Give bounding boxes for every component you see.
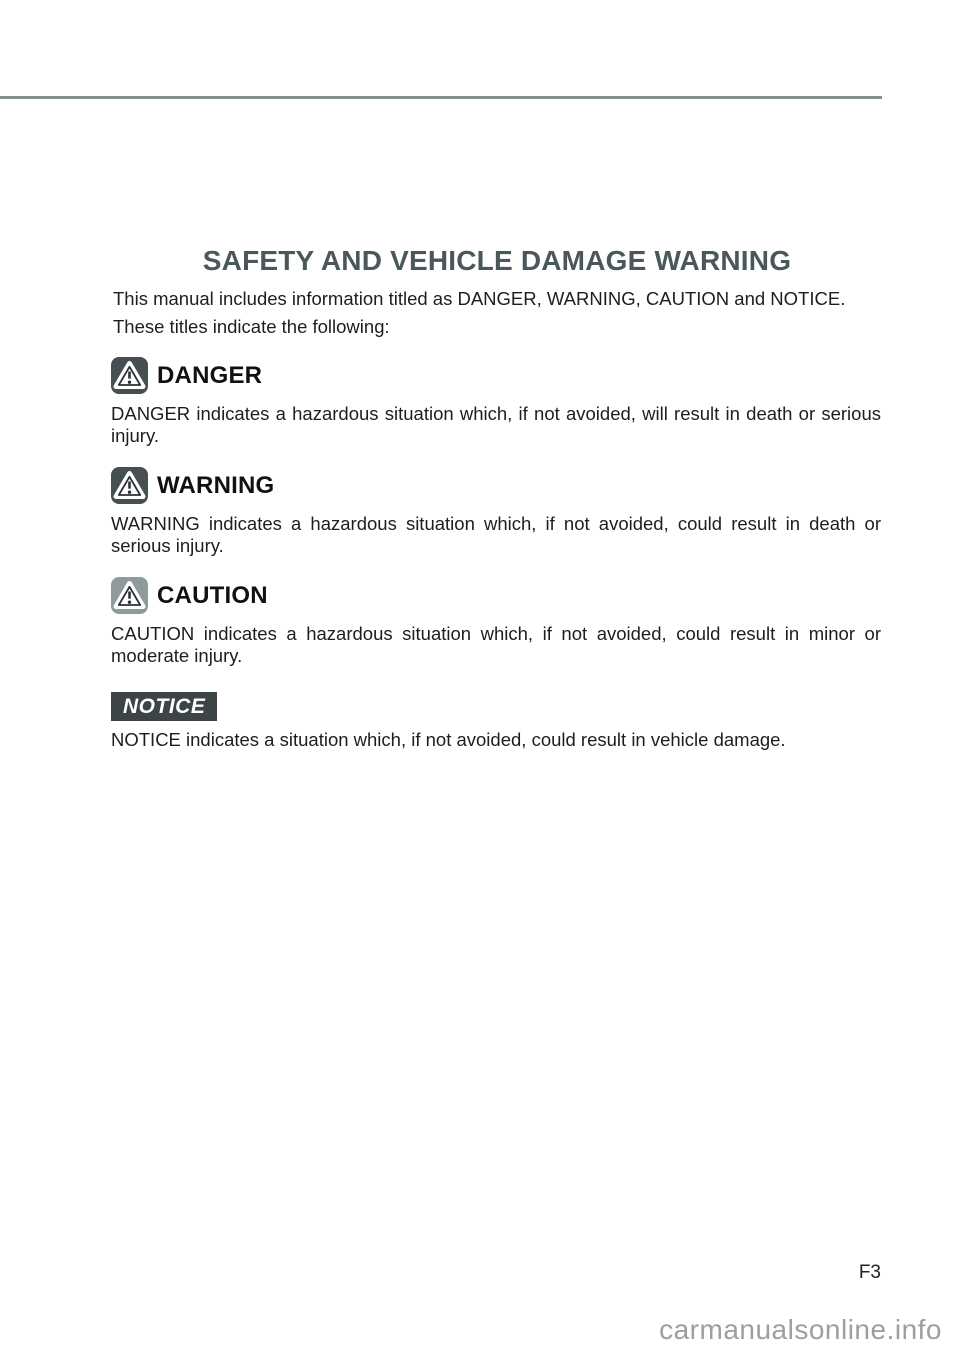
caution-heading: CAUTION xyxy=(157,581,268,609)
caution-heading-row xyxy=(111,577,881,614)
warning-triangle-icon xyxy=(111,357,148,394)
caution-description: CAUTION indicates a hazardous situation which, if not avoided, could result in minor or moderate injury. xyxy=(111,623,881,666)
warning-heading: WARNING xyxy=(157,471,275,499)
notice-section xyxy=(111,692,881,751)
danger-section xyxy=(111,357,881,447)
caution-section xyxy=(111,577,881,667)
warning-description: WARNING indicates a hazardous situation which, if not avoided, could result in death or serious injury. xyxy=(111,513,881,556)
intro-line-2: These titles indicate the following: xyxy=(113,316,390,337)
page-number: F3 xyxy=(858,1262,881,1283)
watermark: carmanualsonline.info xyxy=(659,1314,942,1345)
notice-description: NOTICE indicates a situation which, if not avoided, could result in vehicle damage. xyxy=(111,729,786,750)
intro-line-1: This manual includes information titled as DANGER, WARNING, CAUTION and NOTICE. xyxy=(113,288,846,309)
warning-section xyxy=(111,467,881,557)
intro-text xyxy=(113,285,883,341)
danger-description: DANGER indicates a hazardous situation which, if not avoided, will result in death or serious injury. xyxy=(111,403,881,446)
warning-triangle-icon xyxy=(111,467,148,504)
warning-heading-row xyxy=(111,467,881,504)
page-title: SAFETY AND VEHICLE DAMAGE WARNING xyxy=(202,245,792,276)
danger-heading-row xyxy=(111,357,881,394)
warning-triangle-icon xyxy=(111,577,148,614)
danger-heading: DANGER xyxy=(157,361,263,389)
notice-badge: NOTICE xyxy=(111,692,217,721)
header-rule xyxy=(0,96,882,99)
